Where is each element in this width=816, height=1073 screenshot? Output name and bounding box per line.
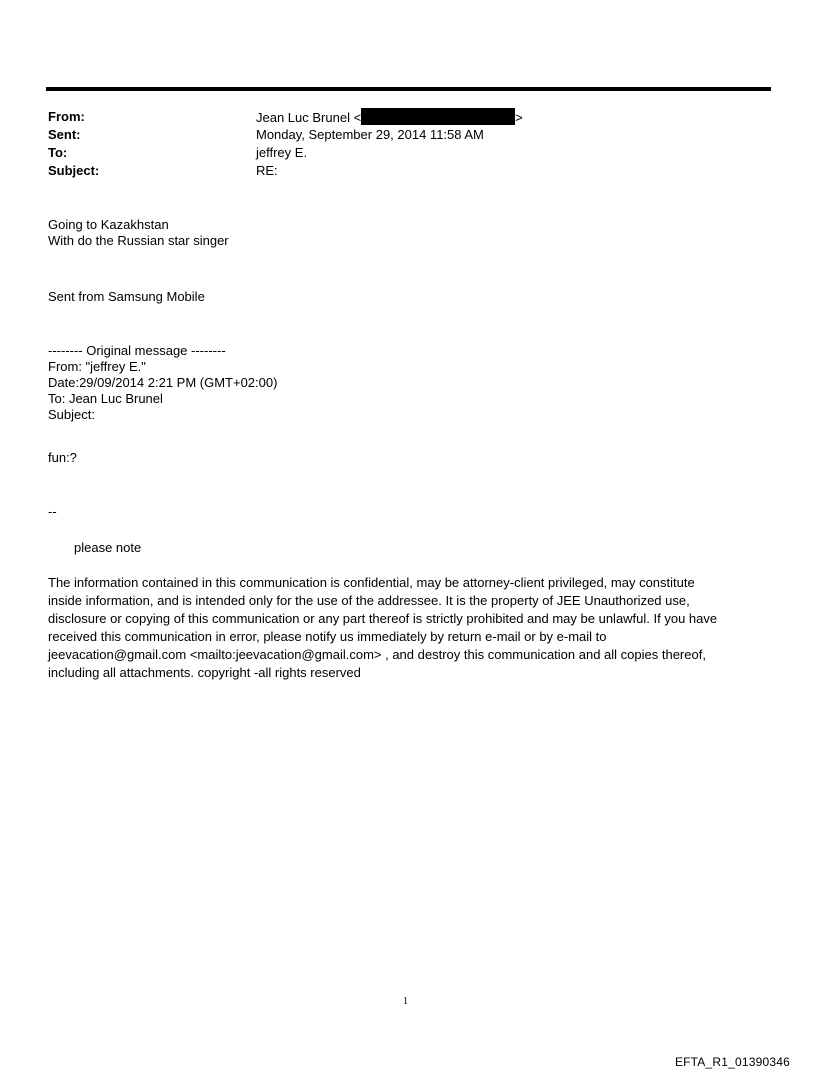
signature-dashes: --: [48, 504, 57, 519]
subject-label: Subject:: [48, 163, 100, 178]
please-note: please note: [74, 540, 142, 555]
redaction-box: [361, 108, 515, 125]
sent-value: Monday, September 29, 2014 11:58 AM: [256, 127, 484, 142]
disclaimer-line: disclosure or copying of this communication or any part thereof is strictly prohibited and may be unlawful. If you have: [48, 611, 718, 626]
disclaimer-line: jeevacation@gmail.com <mailto:jeevacation@gmail.com> , and destroy this communication and all copies thereof,: [48, 647, 706, 662]
to-value: jeffrey E.: [256, 145, 308, 160]
page-number: 1: [403, 996, 408, 1007]
mobile-signature: Sent from Samsung Mobile: [48, 289, 205, 304]
document-id: EFTA_R1_01390346: [674, 1055, 790, 1069]
original-date: Date:29/09/2014 2:21 PM (GMT+02:00): [48, 375, 278, 390]
original-to: To: Jean Luc Brunel: [48, 391, 163, 406]
message-body: [48, 217, 229, 249]
from-value: [256, 108, 523, 127]
sent-label: Sent:: [48, 127, 81, 142]
body-line-2: With do the Russian star singer: [48, 233, 229, 248]
disclaimer-line: inside information, and is intended only for the use of the addressee. It is the property of JEE Unauthorized use,: [48, 593, 690, 608]
to-label: To:: [48, 145, 68, 160]
original-from: From: "jeffrey E.": [48, 359, 146, 374]
disclaimer-line: The information contained in this communication is confidential, may be attorney-client privileged, may constitute: [48, 575, 695, 590]
original-text: fun:?: [48, 450, 77, 465]
header-rule: [46, 87, 771, 91]
disclaimer-line: including all attachments. copyright -all rights reserved: [48, 665, 361, 680]
disclaimer-line: received this communication in error, please notify us immediately by return e-mail or by e-mail to: [48, 629, 607, 644]
subject-value: RE:: [256, 163, 278, 178]
from-name: Jean Luc Brunel <: [256, 110, 362, 125]
body-line-1: Going to Kazakhstan: [48, 217, 169, 232]
original-divider: -------- Original message --------: [48, 343, 226, 358]
original-message: [48, 343, 277, 423]
original-subject: Subject:: [48, 407, 95, 422]
confidentiality-disclaimer: [48, 574, 768, 682]
from-close: >: [515, 110, 523, 125]
from-label: From:: [48, 109, 85, 124]
